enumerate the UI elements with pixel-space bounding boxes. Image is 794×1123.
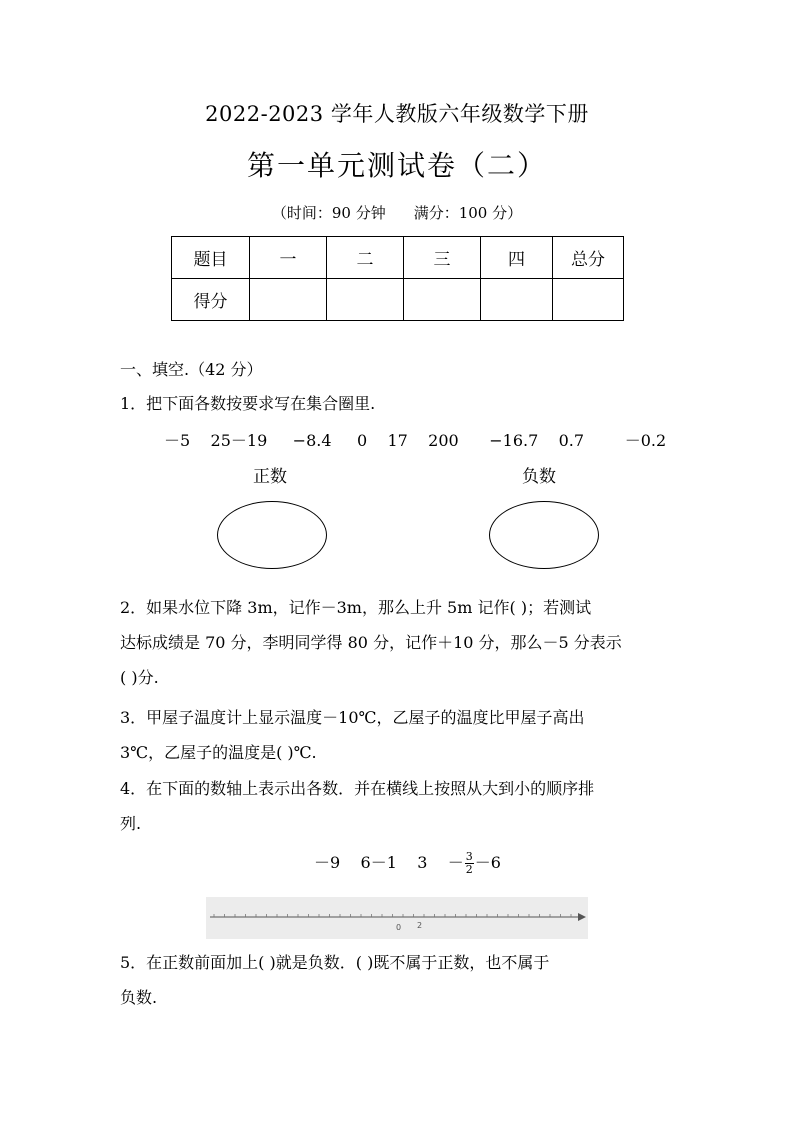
question-2-line-2: 达标成绩是 70 分，李明同学得 80 分，记作＋10 分，那么－5 分表示 — [120, 633, 622, 652]
score-table-header-row — [172, 237, 624, 279]
number-line-image[interactable] — [206, 897, 588, 939]
score-table-header: 三 — [404, 237, 481, 279]
exam-subtitle: 2022-2023 学年人教版六年级数学下册 — [205, 102, 589, 126]
q4-numbers-after: －6 — [474, 853, 501, 872]
score-table-header: 四 — [481, 237, 553, 279]
score-cell[interactable] — [327, 279, 404, 321]
axis-label-0: 0 — [396, 923, 402, 932]
exam-title: 第一单元测试卷（二） — [246, 149, 547, 182]
number-line-arrow — [578, 913, 586, 921]
positive-set-oval[interactable] — [217, 501, 327, 569]
score-row-label: 得分 — [172, 279, 250, 321]
score-table-score-row — [172, 279, 624, 321]
score-cell[interactable] — [250, 279, 327, 321]
score-table-header: 二 — [327, 237, 404, 279]
negative-set-oval[interactable] — [489, 501, 599, 569]
score-cell[interactable] — [404, 279, 481, 321]
score-info: 满分：100 分） — [413, 204, 523, 222]
q1-numbers: －5 25－19 −8.4 0 17 200 −16.7 0.7 －0.2 — [164, 431, 667, 450]
question-5-line-2: 负数. — [120, 988, 158, 1007]
question-3-line-2: 3℃，乙屋子的温度是( )℃. — [120, 743, 317, 762]
question-1: 1．把下面各数按要求写在集合圈里. — [120, 394, 376, 413]
score-table-header: 题目 — [172, 237, 250, 279]
fraction — [465, 851, 474, 876]
exam-info — [0, 202, 794, 223]
score-cell[interactable] — [481, 279, 553, 321]
score-cell[interactable] — [553, 279, 624, 321]
question-4-line-2: 列. — [120, 814, 142, 833]
fraction-numerator: 3 — [465, 850, 473, 863]
question-2-line-1: 2．如果水位下降 3m，记作－3m，那么上升 5m 记作( )；若测试 — [120, 598, 592, 617]
axis-label-2: 2 — [417, 921, 423, 930]
question-2-line-3: ( )分. — [120, 668, 159, 687]
question-3-line-1: 3．甲屋子温度计上显示温度－10℃，乙屋子的温度比甲屋子高出 — [120, 708, 585, 727]
positive-set-label: 正数 — [253, 467, 287, 487]
negative-set-label: 负数 — [522, 467, 556, 487]
time-info: （时间：90 分钟 — [271, 204, 386, 222]
score-table-header: 总分 — [553, 237, 624, 279]
section-heading: 一、填空.（42 分） — [120, 360, 263, 379]
number-line — [206, 897, 588, 939]
score-table-header: 一 — [250, 237, 327, 279]
question-4-line-1: 4．在下面的数轴上表示出各数．并在横线上按照从大到小的顺序排 — [120, 779, 595, 798]
question-5-line-1: 5．在正数前面加上( )就是负数．( )既不属于正数，也不属于 — [120, 953, 550, 972]
score-table — [171, 236, 624, 321]
fraction-denominator: 2 — [465, 863, 473, 876]
q4-numbers — [314, 850, 501, 876]
q4-numbers-before: －9 6－1 3 － — [314, 853, 464, 872]
